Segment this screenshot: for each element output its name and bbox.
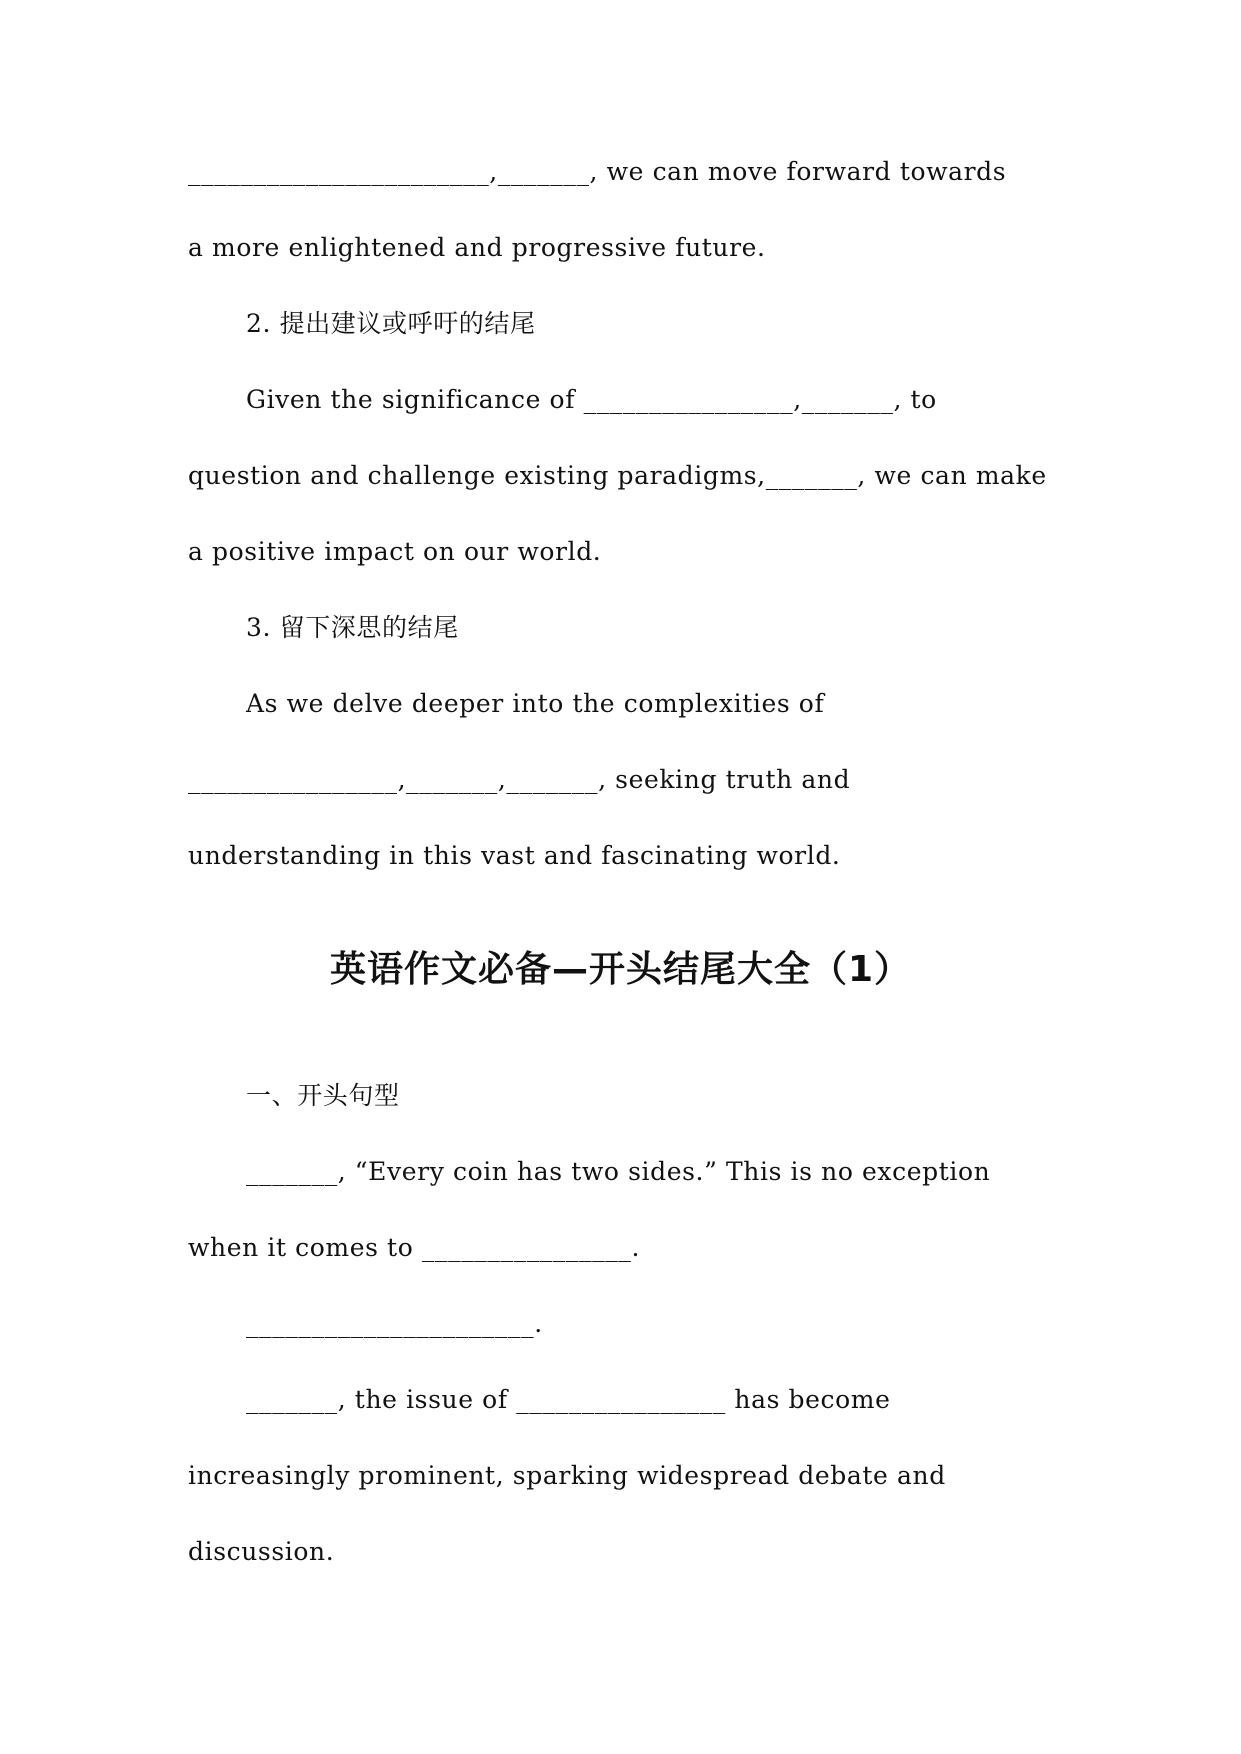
text-line: ________________,_______,_______, seeking truth and <box>188 765 851 794</box>
text-line: when it comes to ________________. <box>188 1233 641 1262</box>
text-line: understanding in this vast and fascinating world. <box>188 841 841 870</box>
section-label: 一、开头句型 <box>246 1081 400 1110</box>
text-line: a positive impact on our world. <box>188 537 602 566</box>
document-heading: 英语作文必备—开头结尾大全（1） <box>329 949 912 990</box>
text-line: ______________________. <box>246 1309 543 1338</box>
text-line: discussion. <box>188 1537 335 1566</box>
text-line: _______, “Every coin has two sides.” This is no exception <box>246 1157 991 1186</box>
text-line: _______________________,_______, we can move forward towards <box>188 157 1007 186</box>
section-label: 2. 提出建议或呼吁的结尾 <box>246 309 536 338</box>
section-label: 3. 留下深思的结尾 <box>246 613 459 642</box>
text-line: As we delve deeper into the complexities of <box>246 689 825 718</box>
text-line: increasingly prominent, sparking widespread debate and <box>188 1461 946 1490</box>
text-line: question and challenge existing paradigms,_______, we can make <box>188 461 1047 490</box>
text-line: _______, the issue of ________________ has become <box>246 1385 891 1414</box>
text-line: a more enlightened and progressive future. <box>188 233 766 262</box>
text-line: Given the significance of ________________,_______, to <box>246 385 937 414</box>
